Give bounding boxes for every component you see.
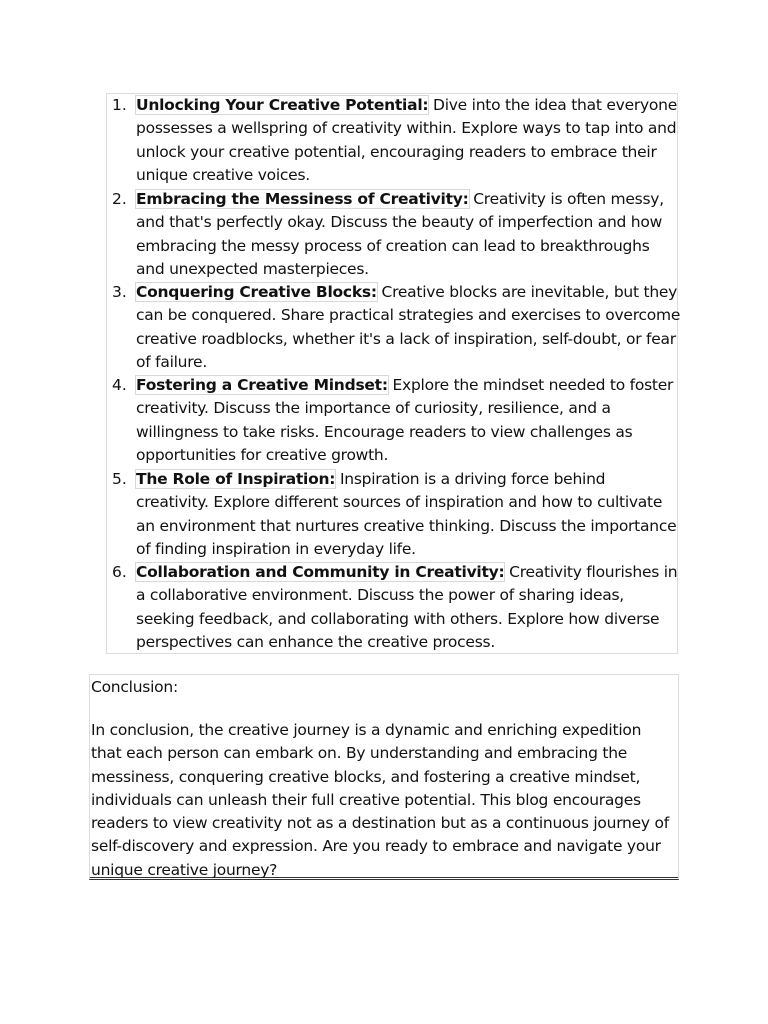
list-item-number: 1. [112, 96, 127, 114]
list-item-number: 2. [112, 190, 127, 208]
list-item-number: 3. [112, 283, 127, 301]
list-item-text [136, 468, 681, 561]
list-item-text [136, 281, 681, 374]
list-item-title: Unlocking Your Creative Potential: [136, 96, 429, 114]
conclusion-section [89, 674, 679, 880]
list-item-text [136, 94, 681, 187]
list-item-text [136, 374, 681, 467]
list-item-title: Fostering a Creative Mindset: [136, 376, 388, 394]
list-item-title: Collaboration and Community in Creativity: [136, 563, 505, 581]
list-item-number: 4. [112, 376, 127, 394]
list-item-description: Dive into the idea that everyone possesses a wellspring of creativity within. Explore ways to tap into and unlock your creative potential, encouraging readers to embrace their unique creative voices. [136, 96, 678, 184]
list-item-title: Embracing the Messiness of Creativity: [136, 190, 469, 208]
list-item-text [136, 561, 681, 654]
list-item-title: Conquering Creative Blocks: [136, 283, 377, 301]
list-item-number: 5. [112, 470, 127, 488]
conclusion-heading: Conclusion: [91, 678, 178, 696]
list-item-number: 6. [112, 563, 127, 581]
list-item-title: The Role of Inspiration: [136, 470, 336, 488]
numbered-list [106, 93, 681, 654]
list-item-description: Creative blocks are inevitable, but they can be conquered. Share practical strategies and exercises to overcome creative roadblocks, whether it's a lack of inspiration, self-doubt, or fear of failure. [136, 283, 681, 371]
list-item-text [136, 188, 681, 281]
conclusion-paragraph: In conclusion, the creative journey is a dynamic and enriching expedition that each person can embark on. By understanding and embracing the messiness, conquering creative blocks, and fostering a creative mindset, individuals can unleash their full creative potential. This blog encourages readers to view creativity not as a destination but as a continuous journey of self-discovery and expression. Are you ready to embrace and navigate your unique creative journey? [91, 721, 669, 879]
list-item-description: Explore the mindset needed to foster creativity. Discuss the importance of curiosity, resilience, and a willingness to take risks. Encourage readers to view challenges as opportunities for creative growth. [136, 376, 674, 464]
list-item-description: Creativity is often messy, and that's perfectly okay. Discuss the beauty of imperfection and how embracing the messy process of creation can lead to breakthroughs and unexpected masterpieces. [136, 190, 664, 278]
list-item-description: Creativity flourishes in a collaborative environment. Discuss the power of sharing ideas, seeking feedback, and collaborating with others. Explore how diverse perspectives can enhance the creative process. [136, 563, 678, 651]
list-item-description: Inspiration is a driving force behind creativity. Explore different sources of inspiration and how to cultivate an environment that nurtures creative thinking. Discuss the importance of finding inspiration in everyday life. [136, 470, 677, 558]
